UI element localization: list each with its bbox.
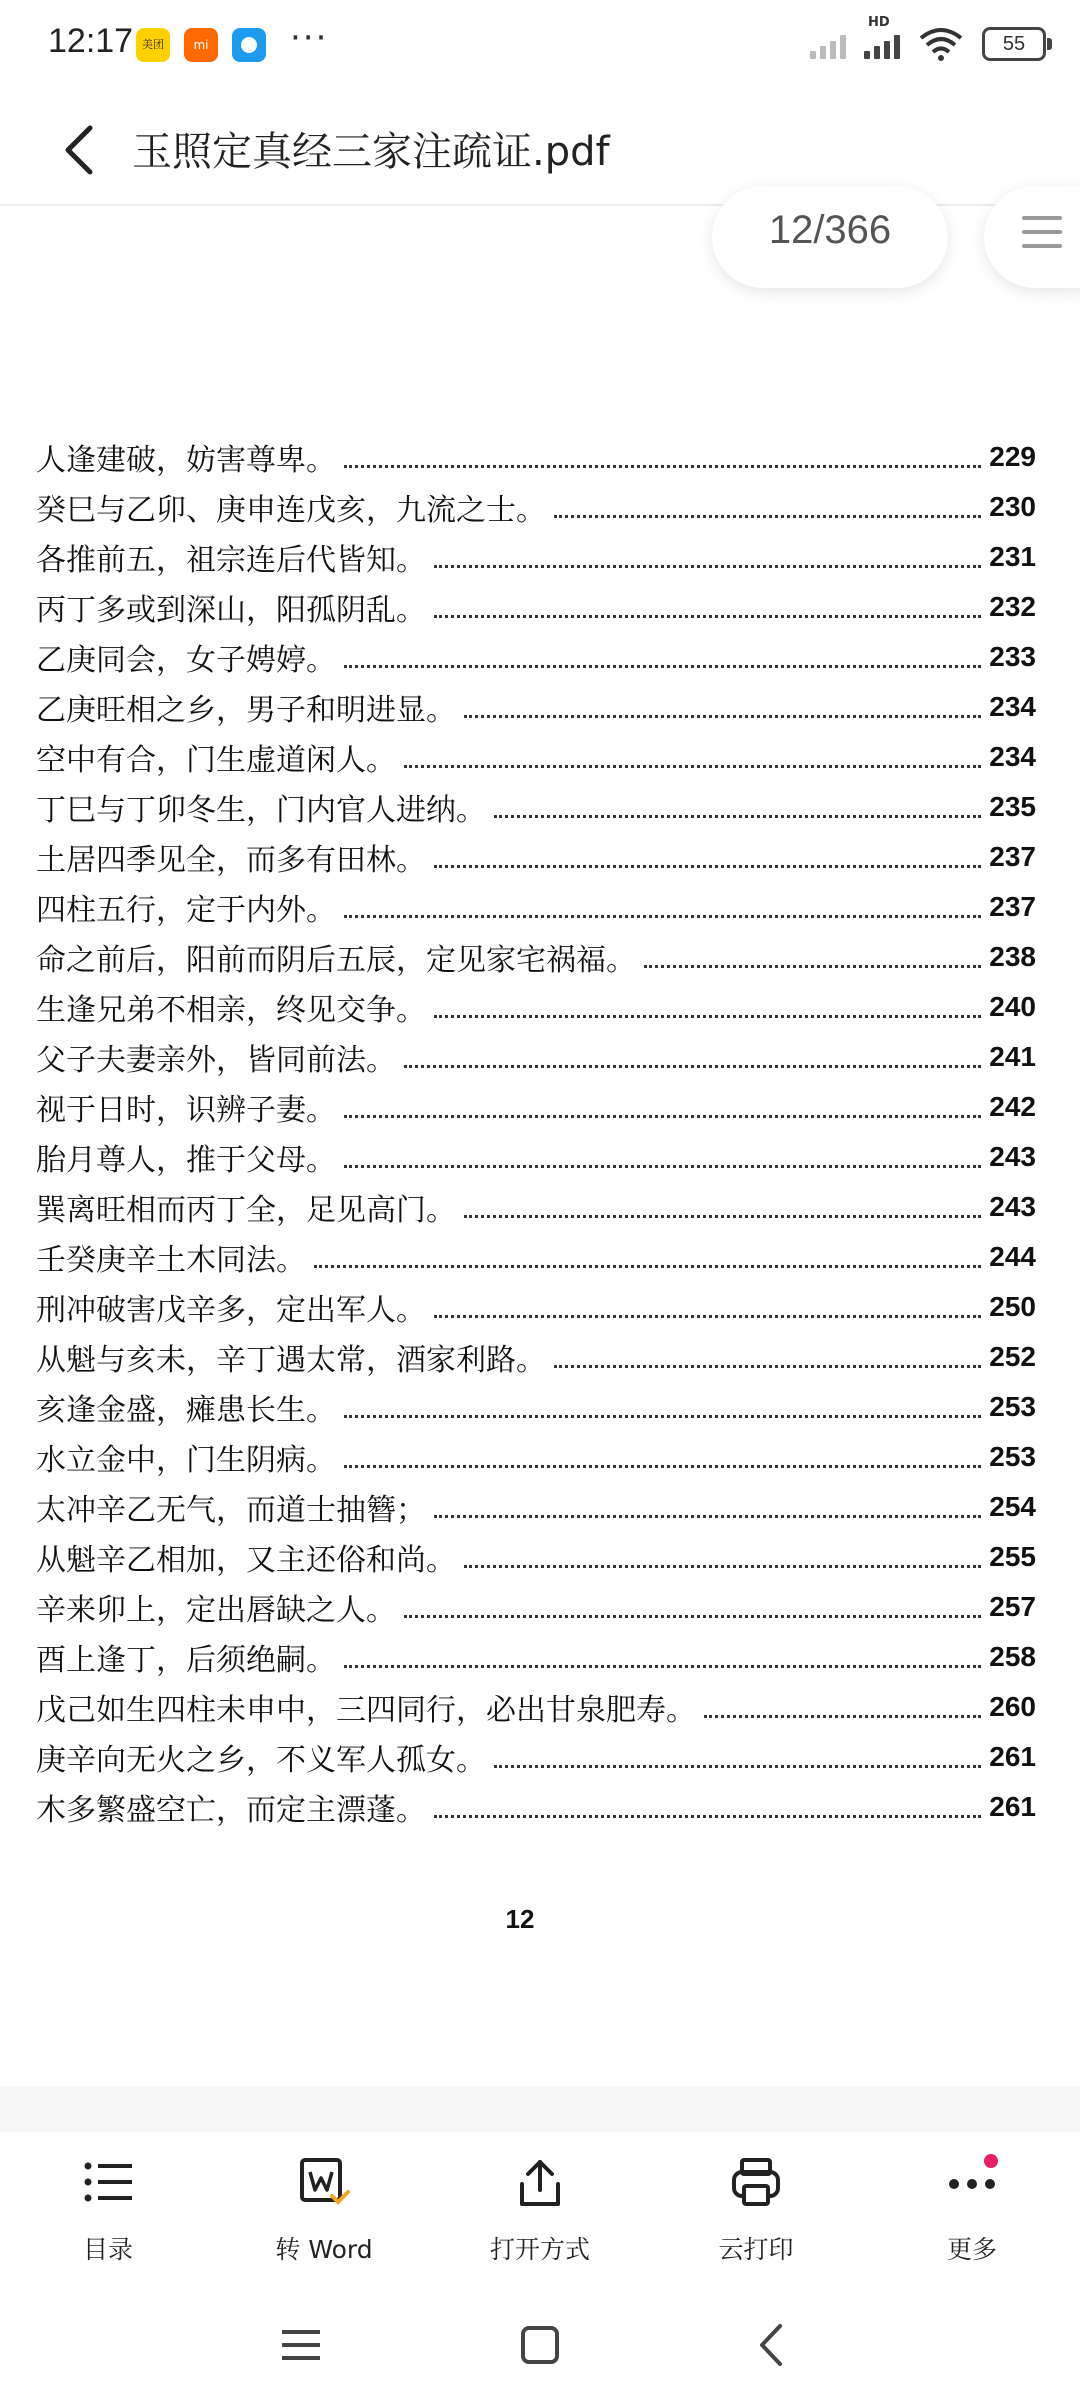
notification-dot [984, 2154, 998, 2168]
back-nav-icon[interactable] [746, 2318, 800, 2372]
dot-leader [464, 697, 981, 718]
toc-entry[interactable] [36, 1282, 1036, 1332]
home-nav-icon[interactable] [513, 2318, 567, 2372]
toc-entry-page: 252 [989, 1341, 1036, 1372]
toc-entry-text: 命之前后，阳前而阴后五辰，定见家宅祸福。 [36, 943, 636, 978]
toc-entry-page: 237 [989, 891, 1036, 922]
hd-label: HD [868, 15, 890, 30]
dot-leader [344, 1447, 981, 1468]
toc-entry-text: 丁巳与丁卯冬生，门内官人进纳。 [36, 793, 486, 828]
toc-entry[interactable] [36, 432, 1036, 482]
toc-entry-page: 232 [989, 591, 1036, 622]
status-icons [810, 15, 1046, 66]
toc-entry-page: 242 [989, 1091, 1036, 1122]
dot-leader [434, 1297, 981, 1318]
status-bar [0, 0, 1080, 90]
toc-entry[interactable] [36, 832, 1036, 882]
toc-entry[interactable] [36, 1032, 1036, 1082]
toc-entry[interactable] [36, 1082, 1036, 1132]
share-icon [510, 2152, 570, 2212]
dot-leader [344, 897, 981, 918]
toc-entry-page: 231 [989, 541, 1036, 572]
toc-entry-text: 刑冲破害戊辛多，定出军人。 [36, 1293, 426, 1328]
page-indicator[interactable]: 12/366 [712, 186, 948, 288]
toc-entry-text: 空中有合，门生虚道闲人。 [36, 743, 396, 778]
toc-entry-text: 生逢兄弟不相亲，终见交争。 [36, 993, 426, 1028]
toc-entry-text: 辛来卯上，定出唇缺之人。 [36, 1593, 396, 1628]
dot-leader [404, 1597, 981, 1618]
toc-entry-page: 233 [989, 641, 1036, 672]
toc-entry-text: 木多繁盛空亡，而定主漂蓬。 [36, 1793, 426, 1828]
toc-entry-page: 229 [989, 441, 1036, 472]
more-label: 更多 [946, 2235, 997, 2264]
toc-entry-page: 240 [989, 991, 1036, 1022]
dot-leader [344, 1397, 981, 1418]
dot-leader [344, 1097, 981, 1118]
toc-entry-page: 230 [989, 491, 1036, 522]
toc-entry[interactable] [36, 782, 1036, 832]
dot-leader [344, 1647, 981, 1668]
toc-entry-page: 253 [989, 1441, 1036, 1472]
dot-leader [644, 947, 981, 968]
toc-entry[interactable] [36, 1232, 1036, 1282]
clock: 12:17 [48, 22, 134, 60]
toc-entry[interactable] [36, 1332, 1036, 1382]
open-with-label: 打开方式 [489, 2235, 590, 2264]
list-icon [78, 2152, 138, 2212]
toc-entry-page: 260 [989, 1691, 1036, 1722]
divider [0, 2086, 1080, 2132]
toc-entry[interactable] [36, 1632, 1036, 1682]
dot-leader [314, 1247, 981, 1268]
toc-entry-page: 258 [989, 1641, 1036, 1672]
back-arrow-icon[interactable] [56, 120, 106, 180]
toc-entry[interactable] [36, 1532, 1036, 1582]
toc-entry[interactable] [36, 582, 1036, 632]
toc-entry-page: 235 [989, 791, 1036, 822]
outline-menu-button[interactable] [984, 186, 1080, 288]
pdf-page-number: 12 [505, 1904, 535, 1934]
toc-entry-text: 丙丁多或到深山，阳孤阴乱。 [36, 593, 426, 628]
toc-entry-text: 壬癸庚辛土木同法。 [36, 1243, 306, 1278]
toc-entry-text: 亥逢金盛，瘫患长生。 [36, 1393, 336, 1428]
toc-entry-page: 253 [989, 1391, 1036, 1422]
word-convert-icon [294, 2152, 354, 2212]
dot-leader [344, 647, 981, 668]
system-navigation-bar [0, 2290, 1080, 2400]
toc-entry[interactable] [36, 1382, 1036, 1432]
toc-entry-page: 254 [989, 1491, 1036, 1522]
toc-entry-text: 乙庚同会，女子娉婷。 [36, 643, 336, 678]
dot-leader [554, 1347, 981, 1368]
toc-entry[interactable] [36, 1582, 1036, 1632]
document-title: 玉照定真经三家注疏证.pdf [132, 129, 610, 175]
toc-entry-text: 从魁与亥未，辛丁遇太常，酒家利路。 [36, 1343, 546, 1378]
cloud-print-button[interactable] [648, 2132, 864, 2272]
dot-leader [404, 747, 981, 768]
bottom-toolbar [0, 2132, 1080, 2272]
toc-entry-text: 乙庚旺相之乡，男子和明进显。 [36, 693, 456, 728]
toc-entry-text: 父子夫妻亲外，皆同前法。 [36, 1043, 396, 1078]
menu-icon [1022, 216, 1062, 220]
toc-entry-page: 243 [989, 1191, 1036, 1222]
dot-leader [434, 1797, 981, 1818]
dot-leader [404, 1047, 981, 1068]
toc-entry[interactable] [36, 1732, 1036, 1782]
toc-entry[interactable] [36, 1432, 1036, 1482]
signal-sim2-icon [864, 15, 900, 59]
more-notifications-icon: ··· [290, 18, 329, 58]
toc-entry-text: 水立金中，门生阴病。 [36, 1443, 336, 1478]
toc-entry[interactable] [36, 682, 1036, 732]
meituan-icon: 美团 [136, 28, 170, 62]
toc-entry-page: 234 [989, 691, 1036, 722]
toc-entry[interactable] [36, 882, 1036, 932]
dot-leader [494, 1747, 981, 1768]
signal-sim1-icon [810, 29, 846, 59]
toc-entry-page: 255 [989, 1541, 1036, 1572]
dot-leader [464, 1197, 981, 1218]
toc-entry-text: 人逢建破，妨害尊卑。 [36, 443, 336, 478]
dot-leader [344, 447, 981, 468]
toc-entry-page: 234 [989, 741, 1036, 772]
toc-entry-text: 各推前五，祖宗连后代皆知。 [36, 543, 426, 578]
toc-entry-text: 从魁辛乙相加，又主还俗和尚。 [36, 1543, 456, 1578]
toc-entry[interactable] [36, 1782, 1036, 1832]
toc-entry[interactable] [36, 482, 1036, 532]
dot-leader [434, 1497, 981, 1518]
toc-entry-page: 241 [989, 1041, 1036, 1072]
toc-entry-text: 庚辛向无火之乡，不义军人孤女。 [36, 1743, 486, 1778]
toc-label: 目录 [82, 2235, 133, 2264]
convert-word-label: 转 Word [275, 2235, 373, 2264]
open-with-button[interactable] [432, 2132, 648, 2272]
dot-leader [494, 797, 981, 818]
dot-leader [704, 1697, 981, 1718]
toc-entry-page: 250 [989, 1291, 1036, 1322]
menu-nav-icon[interactable] [274, 2318, 328, 2372]
toc-entry-page: 243 [989, 1141, 1036, 1172]
toc-entry[interactable] [36, 532, 1036, 582]
convert-word-button[interactable] [216, 2132, 432, 2272]
dot-leader [554, 497, 981, 518]
printer-icon [726, 2152, 786, 2212]
toc-entry[interactable] [36, 1482, 1036, 1532]
toc-entry-text: 胎月尊人，推于父母。 [36, 1143, 336, 1178]
pdf-page-content [36, 432, 1036, 1832]
chat-app-icon [232, 28, 266, 62]
cloud-print-label: 云打印 [718, 2235, 794, 2264]
toc-entry-text: 戊己如生四柱未申中，三四同行，必出甘泉肥寿。 [36, 1693, 696, 1728]
toc-entry-text: 酉上逢丁，后须绝嗣。 [36, 1643, 336, 1678]
dot-leader [464, 1547, 981, 1568]
toc-entry[interactable] [36, 932, 1036, 982]
toc-entry[interactable] [36, 732, 1036, 782]
toc-entry-page: 237 [989, 841, 1036, 872]
toc-entry-text: 土居四季见全，而多有田林。 [36, 843, 426, 878]
dot-leader [434, 597, 981, 618]
toc-entry[interactable] [36, 1682, 1036, 1732]
toc-entry-page: 244 [989, 1241, 1036, 1272]
toc-entry-text: 癸巳与乙卯、庚申连戊亥，九流之士。 [36, 493, 546, 528]
dot-leader [434, 847, 981, 868]
toc-button[interactable] [0, 2132, 216, 2272]
toc-entry-text: 太冲辛乙无气，而道士抽簪； [36, 1493, 426, 1528]
toc-entry[interactable] [36, 1182, 1036, 1232]
more-button[interactable] [864, 2132, 1080, 2272]
toc-entry[interactable] [36, 632, 1036, 682]
dot-leader [344, 1147, 981, 1168]
dot-leader [434, 547, 981, 568]
toc-entry[interactable] [36, 1132, 1036, 1182]
wifi-icon [918, 26, 964, 62]
mi-icon: mi [184, 28, 218, 62]
toc-entry-text: 视于日时，识辨子妻。 [36, 1093, 336, 1128]
toc-entry-page: 261 [989, 1741, 1036, 1772]
toc-entry-text: 四柱五行，定于内外。 [36, 893, 336, 928]
toc-entry-page: 261 [989, 1791, 1036, 1822]
battery-indicator: 55 [982, 27, 1046, 61]
toc-entry-page: 238 [989, 941, 1036, 972]
dot-leader [434, 997, 981, 1018]
toc-entry[interactable] [36, 982, 1036, 1032]
toc-entry-page: 257 [989, 1591, 1036, 1622]
toc-entry-text: 巽离旺相而丙丁全，足见高门。 [36, 1193, 456, 1228]
